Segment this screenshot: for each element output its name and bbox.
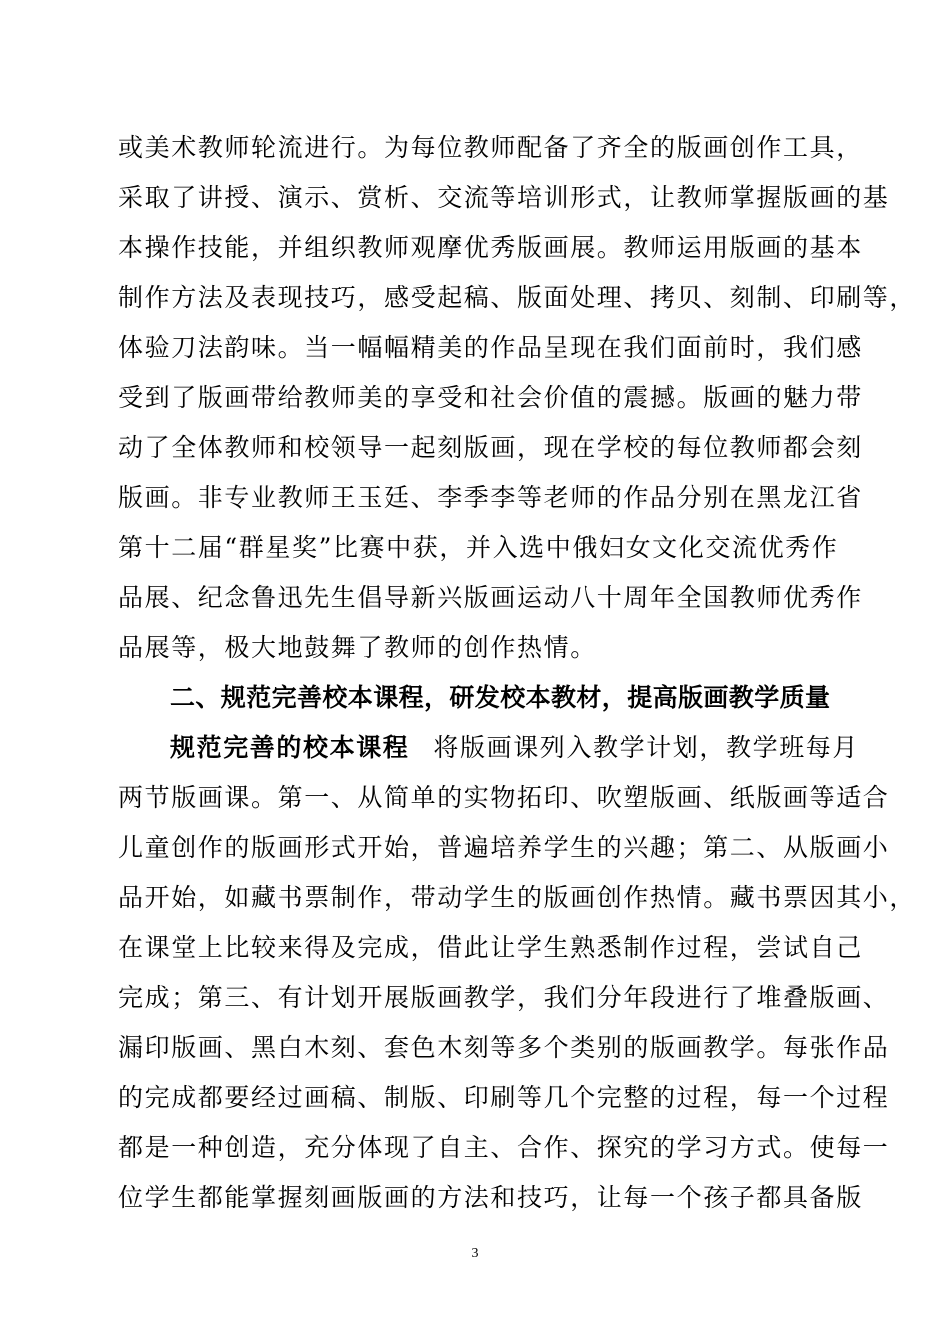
- body-text-line: 或美术教师轮流进行。为每位教师配备了齐全的版画创作工具，: [118, 133, 863, 162]
- body-text-line: 受到了版画带给教师美的享受和社会价值的震撼。版画的魅力带: [118, 383, 863, 412]
- body-text-line: 的完成都要经过画稿、制版、印刷等几个完整的过程，每一个过程: [118, 1083, 890, 1112]
- subheading: 规范完善的校本课程: [170, 733, 410, 762]
- body-text-segment: 将版画课列入教学计划，教学班每月: [433, 733, 860, 762]
- page-number: 3: [471, 1246, 479, 1261]
- body-text-line: 品展等，极大地鼓舞了教师的创作热情。: [118, 633, 597, 662]
- body-text-line: 品开始，如藏书票制作，带动学生的版画创作热情。藏书票因其小，: [118, 883, 917, 912]
- body-text-line: 版画。非专业教师王玉廷、李季李等老师的作品分别在黑龙江省: [118, 483, 863, 512]
- body-text-line: 采取了讲授、演示、赏析、交流等培训形式，让教师掌握版画的基: [118, 183, 890, 212]
- body-text-line: 本操作技能，并组织教师观摩优秀版画展。教师运用版画的基本: [118, 233, 863, 262]
- body-text-line: 体验刀法韵味。当一幅幅精美的作品呈现在我们面前时，我们感: [118, 333, 863, 362]
- body-text-line: 儿童创作的版画形式开始，普遍培养学生的兴趣；第二、从版画小: [118, 833, 890, 862]
- body-text-line: 第十二届“群星奖”比赛中获，并入选中俄妇女文化交流优秀作: [118, 533, 839, 562]
- section-heading: 二、规范完善校本课程，研发校本教材，提高版画教学质量: [170, 683, 831, 712]
- paragraph-first-line: [170, 733, 860, 763]
- body-text-line: 位学生都能掌握刻画版画的方法和技巧，让每一个孩子都具备版: [118, 1183, 863, 1212]
- body-text-line: 品展、纪念鲁迅先生倡导新兴版画运动八十周年全国教师优秀作: [118, 583, 863, 612]
- body-text-line: 都是一种创造，充分体现了自主、合作、探究的学习方式。使每一: [118, 1133, 890, 1162]
- body-text-line: 两节版画课。第一、从简单的实物拓印、吹塑版画、纸版画等适合: [118, 783, 890, 812]
- body-text-line: 完成；第三、有计划开展版画教学，我们分年段进行了堆叠版画、: [118, 983, 890, 1012]
- body-text-line: 制作方法及表现技巧，感受起稿、版面处理、拷贝、刻制、印刷等，: [118, 283, 917, 312]
- body-text-line: 漏印版画、黑白木刻、套色木刻等多个类别的版画教学。每张作品: [118, 1033, 890, 1062]
- body-text-line: 动了全体教师和校领导一起刻版画，现在学校的每位教师都会刻: [118, 433, 863, 462]
- body-text-line: 在课堂上比较来得及完成，借此让学生熟悉制作过程，尝试自己: [118, 933, 863, 962]
